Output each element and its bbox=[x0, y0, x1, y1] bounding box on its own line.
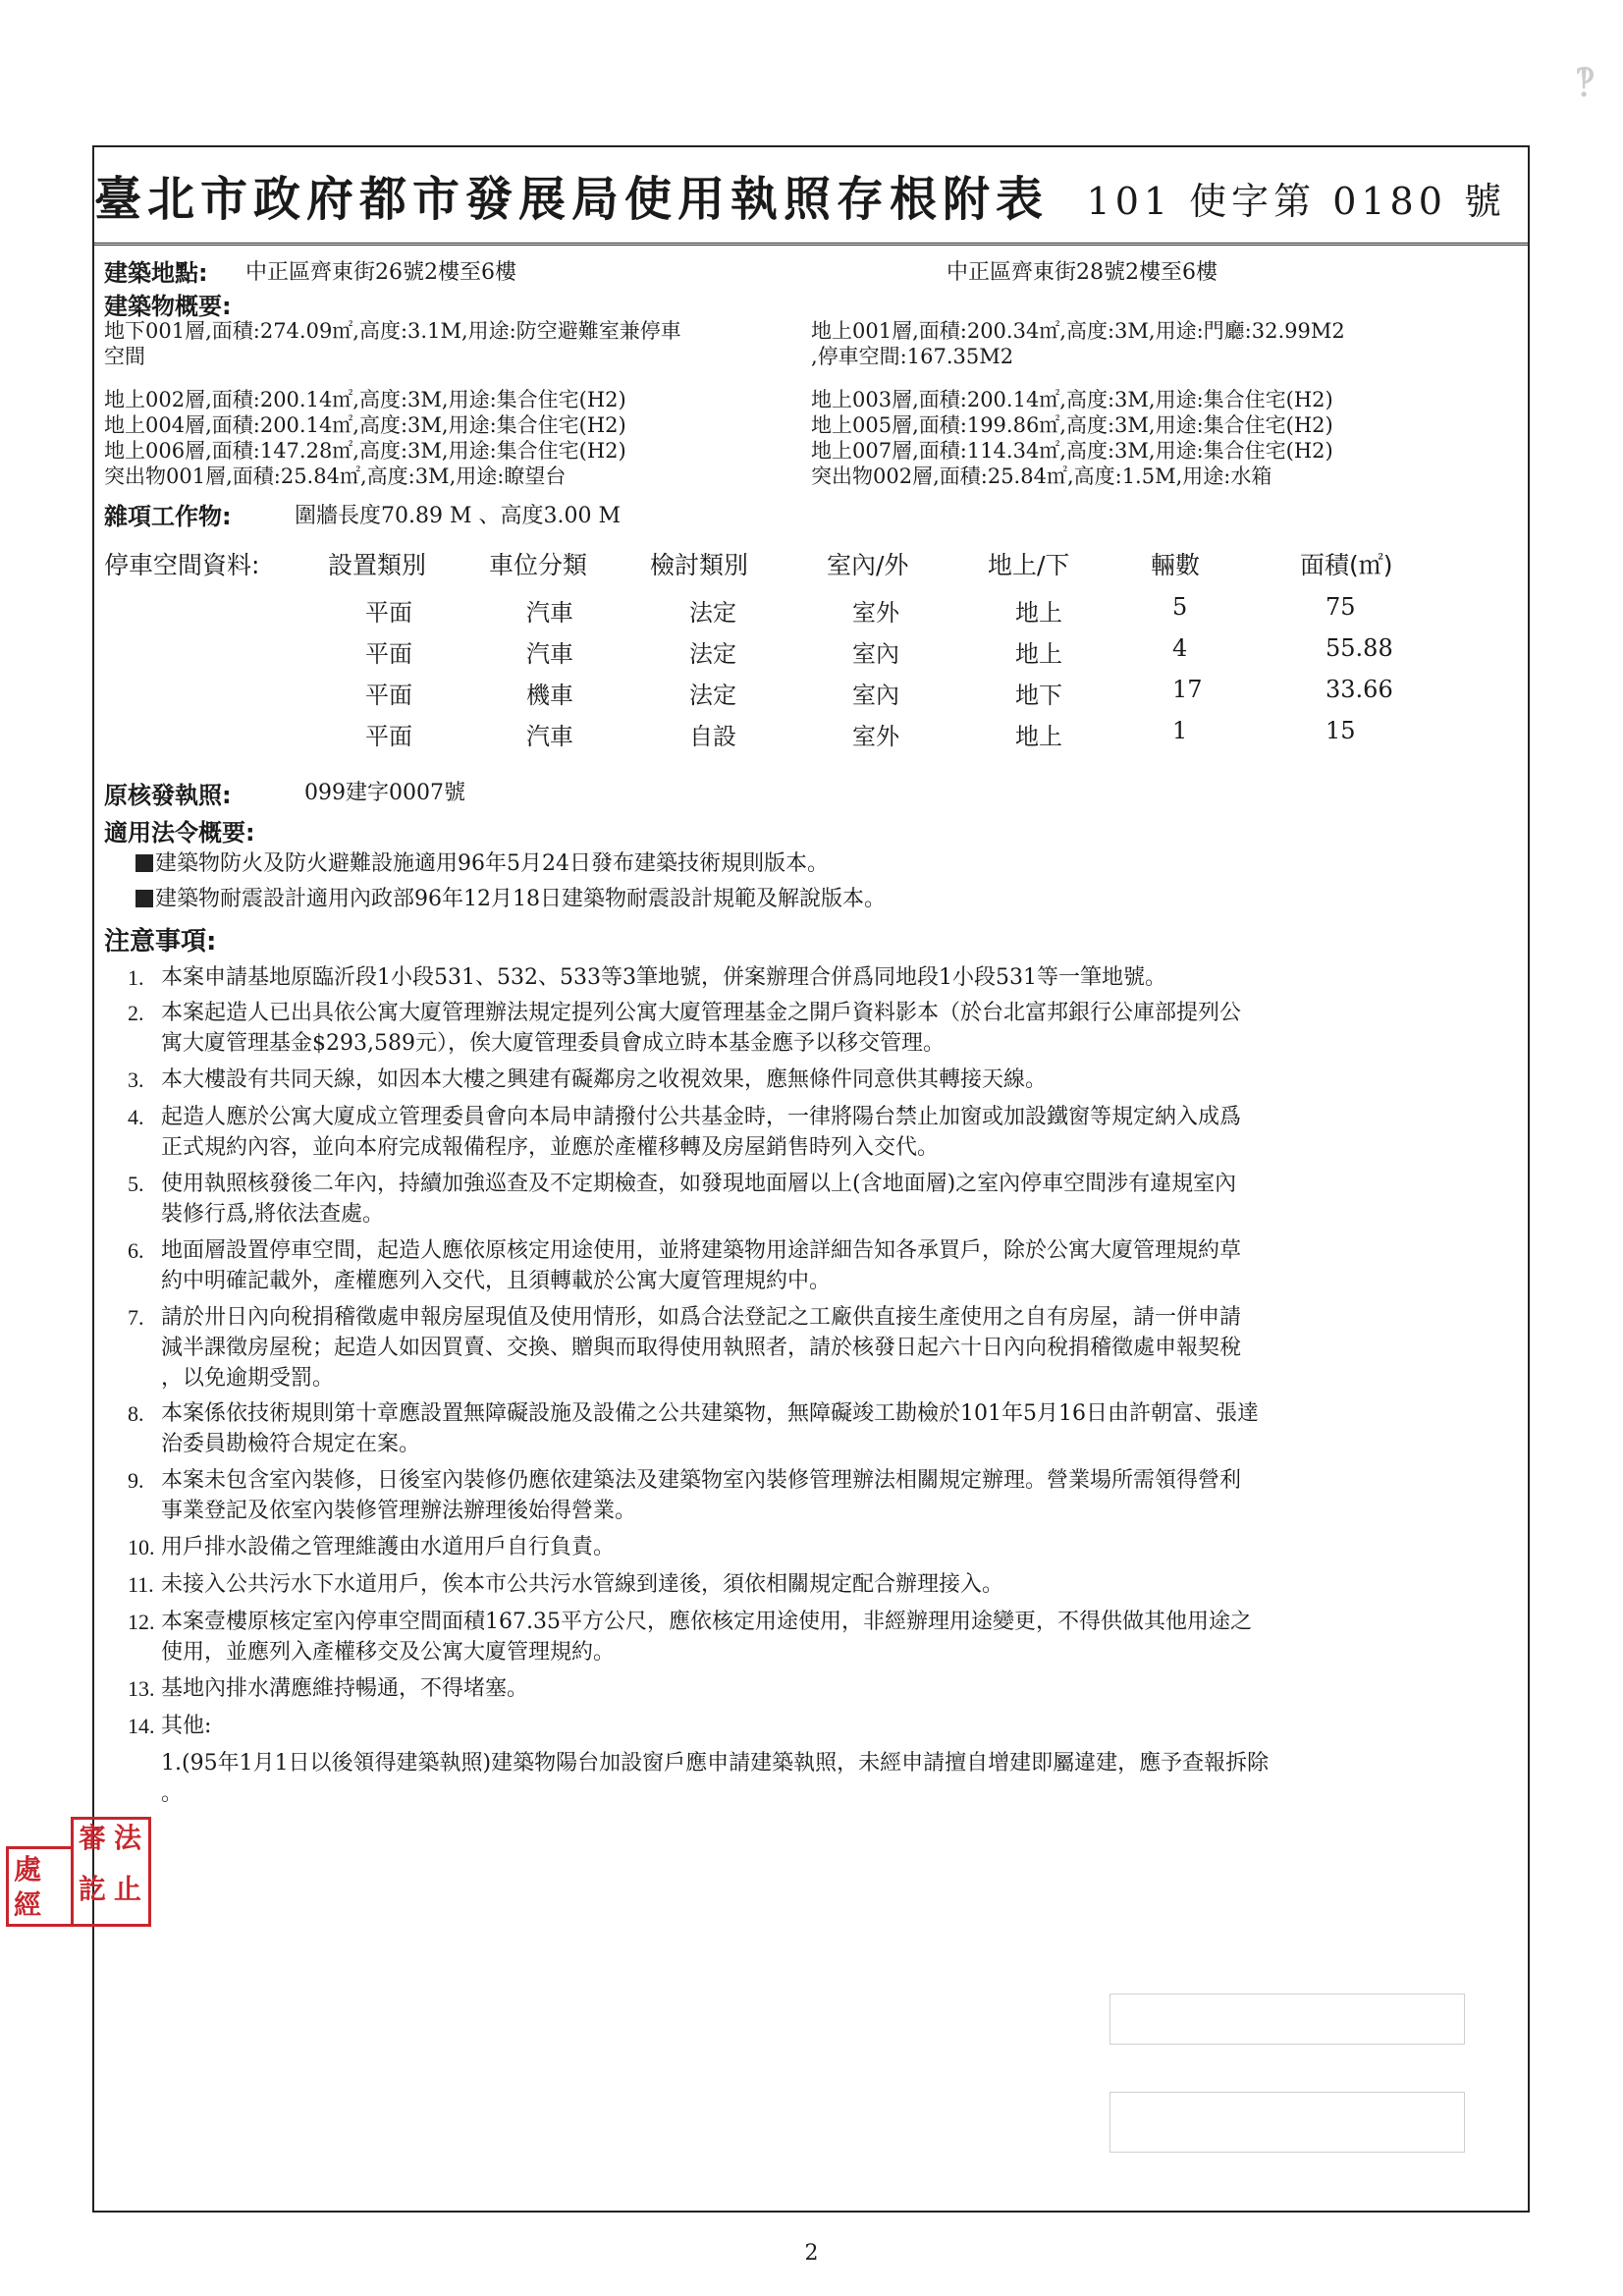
parking-cell: 75 bbox=[1325, 593, 1356, 621]
parking-cell: 汽車 bbox=[526, 599, 573, 627]
bullet-square-icon bbox=[135, 890, 153, 907]
original-permit-value: 099建字0007號 bbox=[304, 781, 465, 805]
parking-cell: 33.66 bbox=[1325, 676, 1393, 703]
parking-cell: 平面 bbox=[365, 723, 412, 750]
official-seal-icon: 審 法 訖 止 處 經 bbox=[6, 1817, 153, 1935]
parking-header-inout: 室內/外 bbox=[827, 551, 909, 579]
parking-cell: 室內 bbox=[852, 640, 899, 668]
parking-cell: 室外 bbox=[852, 599, 899, 627]
overview-label: 建築物概要: bbox=[104, 293, 232, 320]
faint-stamp-box bbox=[1109, 2092, 1465, 2153]
parking-cell: 室外 bbox=[852, 723, 899, 750]
law-item-1: 建築物防火及防火避難設施適用96年5月24日發布建築技術規則版本。 bbox=[135, 847, 829, 877]
corner-mark: ‽ bbox=[1574, 61, 1596, 106]
bullet-square-icon bbox=[135, 854, 153, 872]
overview-left-1: 地下001層,面積:274.09㎡,高度:3.1M,用途:防空避難室兼停車 bbox=[104, 319, 681, 343]
parking-cell: 法定 bbox=[689, 640, 736, 668]
parking-header-vehicle: 車位分類 bbox=[489, 551, 588, 579]
law-item-2: 建築物耐震設計適用內政部96年12月18日建築物耐震設計規範及解說版本。 bbox=[135, 882, 886, 912]
parking-cell: 17 bbox=[1172, 676, 1203, 703]
overview-right-1: 地上001層,面積:200.34㎡,高度:3M,用途:門廳:32.99M2 bbox=[811, 319, 1345, 343]
parking-header-review: 檢討類別 bbox=[650, 551, 749, 579]
overview-left-4: 地上004層,面積:200.14㎡,高度:3M,用途:集合住宅(H2) bbox=[104, 413, 626, 437]
parking-cell: 室內 bbox=[852, 682, 899, 709]
document-title: 臺北市政府都市發展局使用執照存根附表 bbox=[94, 172, 1050, 227]
parking-cell: 汽車 bbox=[526, 640, 573, 668]
original-permit-label: 原核發執照: bbox=[104, 782, 232, 809]
laws-label: 適用法令概要: bbox=[104, 819, 255, 847]
overview-left-5: 地上006層,面積:147.28㎡,高度:3M,用途:集合住宅(H2) bbox=[104, 439, 626, 463]
parking-cell: 1 bbox=[1172, 717, 1188, 744]
parking-label: 停車空間資料: bbox=[104, 551, 260, 579]
page-number: 2 bbox=[804, 2241, 819, 2266]
overview-left-3: 地上002層,面積:200.14㎡,高度:3M,用途:集合住宅(H2) bbox=[104, 388, 626, 411]
parking-cell: 4 bbox=[1172, 634, 1188, 662]
parking-header-count: 輛數 bbox=[1151, 551, 1201, 579]
parking-cell: 平面 bbox=[365, 640, 412, 668]
parking-header-type: 設置類別 bbox=[328, 551, 427, 579]
title-bar bbox=[94, 147, 1528, 246]
site-address-right: 中正區齊東街28號2樓至6樓 bbox=[947, 260, 1217, 285]
site-label: 建築地點: bbox=[104, 259, 208, 287]
parking-cell: 55.88 bbox=[1325, 634, 1393, 662]
parking-cell: 機車 bbox=[526, 682, 573, 709]
overview-right-2: ,停車空間:167.35M2 bbox=[811, 345, 1014, 368]
parking-cell: 汽車 bbox=[526, 723, 573, 750]
overview-right-3: 地上003層,面積:200.14㎡,高度:3M,用途:集合住宅(H2) bbox=[811, 388, 1333, 411]
faint-stamp-box bbox=[1109, 1994, 1465, 2045]
parking-cell: 15 bbox=[1325, 717, 1356, 744]
overview-right-4: 地上005層,面積:199.86㎡,高度:3M,用途:集合住宅(H2) bbox=[811, 413, 1333, 437]
notes-label: 注意事項: bbox=[104, 927, 217, 957]
permit-frame: 臺北市政府都市發展局使用執照存根附表 101 使字第 0180 號 建築地點: 中正區齊東街26號2樓至6樓 中正區齊東街28號2樓至6樓 建築物概要: 地下001層,面積:274.09㎡,高度:3.1M,用途:防空避難室兼停車 空間 地上002層,面積:200.14㎡,高度:3M,用途:集合住宅(H2) 地上004層,面積:200.14㎡,高度:3M,用途:集合住宅(H2) 地上006層,面積:147.28㎡,高度:3M,用途:集合住宅(H2) 突出物001層,面積:25.84㎡,高度:3M,用途:瞭望台 地上001層,面積:200.34㎡,高度:3M,用途:門廳:32.99M2 ,停車空間:167.35M2 地上003層,面積:200.14㎡,高度:3M,用途:集合住宅(H2) 地上005層,面積:199.86㎡,高度:3M,用途:集合住宅(H2) 地上007層,面積:114.34㎡,高度:3M,用途:集合住宅(H2) 突出物002層,面積:25.84㎡,高度:1.5M,用途:水箱 雜項工作物: 圍牆長度70.89 M 、高度3.00 M 停車空間資料: 設置類別 車位分類 檢討類別 室內/外 地上/下 輛數 面積(㎡) 平面 汽車 法定 室外 地上 5 75 平面 汽車 法定 室內 地上 4 55.88 平面 機車 法定 室內 地下 17 33.66 平面 汽車 自設 室外 地上 1 15 原核發執照: 099建字0007號 適用法令概要: 建築物防火及防火避難設施適用96年5月24日發布建築技術規則版本。 建築物耐震設計適用內政部96年12月18日建築物耐震設計規範及解說版本。 注意事項: 1. 本案申請基地原臨沂段1小段531、532、533等3筆地號，併案辦理合併爲同地段1小段531等一筆地號。 2. 本案起造人已出具依公寓大廈管理辦法規定提列公寓大廈管理基金之開戶資料影本（於台北富邦銀行公庫部提列公 寓大廈管理基金$293,589元），俟大廈管理委員會成立時本基金應予以移交管理。 3. 本大樓設有共同天線，如因本大樓之興建有礙鄰房之收視效果，應無條件同意供其轉接天線。 4. 起造人應於公寓大廈成立管理委員會向本局申請撥付公共基金時，一律將陽台禁止加窗或加設鐵窗等規定納入成爲 正式規約內容，並向本府完成報備程序，並應於產權移轉及房屋銷售時列入交代。 5. 使用執照核發後二年內，持續加強巡查及不定期檢查，如發現地面層以上(含地面層)之室內停車空間涉有違規室內 裝修行爲,將依法查處。 6. 地面層設置停車空間，起造人應依原核定用途使用，並將建築物用途詳細告知各承買戶，除於公寓大廈管理規約草 約中明確記載外，產權應列入交代，且須轉載於公寓大廈管理規約中。 7. 請於卅日內向稅捐稽徵處申報房屋現值及使用情形，如爲合法登記之工廠供直接生產使用之自有房屋，請一併申請 減半課徵房屋稅；起造人如因買賣、交換、贈與而取得使用執照者，請於核發日起六十日內向稅捐稽徵處申報契稅 ，以免逾期受罰。 8. 本案係依技術規則第十章應設置無障礙設施及設備之公共建築物，無障礙竣工勘檢於101年5月16日由許朝富、張達 治委員勘檢符合規定在案。 9. 本案未包含室內裝修，日後室內裝修仍應依建築法及建築物室內裝修管理辦法相關規定辦理。營業場所需領得營利 事業登記及依室內裝修管理辦法辦理後始得營業。 10. 用戶排水設備之管理維護由水道用戶自行負責。 11. 未接入公共污水下水道用戶，俟本市公共污水管線到達後，須依相關規定配合辦理接入。 12. 本案壹樓原核定室內停車空間面積167.35平方公尺，應依核定用途使用，非經辦理用途變更，不得供做其他用途之 使用，並應列入產權移交及公寓大廈管理規約。 13. 基地內排水溝應維持暢通，不得堵塞。 14. 其他: 1.(95年1月1日以後領得建築執照)建築物陽台加設窗戶應申請建築執照，未經申請擅自增建即屬違建，應予查報拆除 。 bbox=[92, 145, 1530, 2213]
parking-cell: 法定 bbox=[689, 599, 736, 627]
parking-cell: 地上 bbox=[1015, 723, 1062, 750]
overview-right-5: 地上007層,面積:114.34㎡,高度:3M,用途:集合住宅(H2) bbox=[811, 439, 1333, 463]
parking-cell: 地上 bbox=[1015, 640, 1062, 668]
parking-header-area: 面積(㎡) bbox=[1300, 551, 1393, 579]
overview-right-6: 突出物002層,面積:25.84㎡,高度:1.5M,用途:水箱 bbox=[811, 465, 1272, 488]
parking-cell: 平面 bbox=[365, 682, 412, 709]
parking-cell: 地下 bbox=[1015, 682, 1062, 709]
site-address-left: 中正區齊東街26號2樓至6樓 bbox=[245, 260, 516, 285]
permit-number: 101 使字第 0180 號 bbox=[1086, 180, 1506, 223]
parking-cell: 法定 bbox=[689, 682, 736, 709]
parking-cell: 自設 bbox=[689, 723, 736, 750]
overview-left-2: 空間 bbox=[104, 345, 145, 368]
parking-cell: 平面 bbox=[365, 599, 412, 627]
overview-left-6: 突出物001層,面積:25.84㎡,高度:3M,用途:瞭望台 bbox=[104, 465, 567, 488]
parking-header-level: 地上/下 bbox=[988, 551, 1070, 579]
parking-cell: 地上 bbox=[1015, 599, 1062, 627]
parking-cell: 5 bbox=[1172, 593, 1188, 621]
misc-value: 圍牆長度70.89 M 、高度3.00 M bbox=[295, 504, 621, 528]
misc-label: 雜項工作物: bbox=[104, 503, 232, 530]
